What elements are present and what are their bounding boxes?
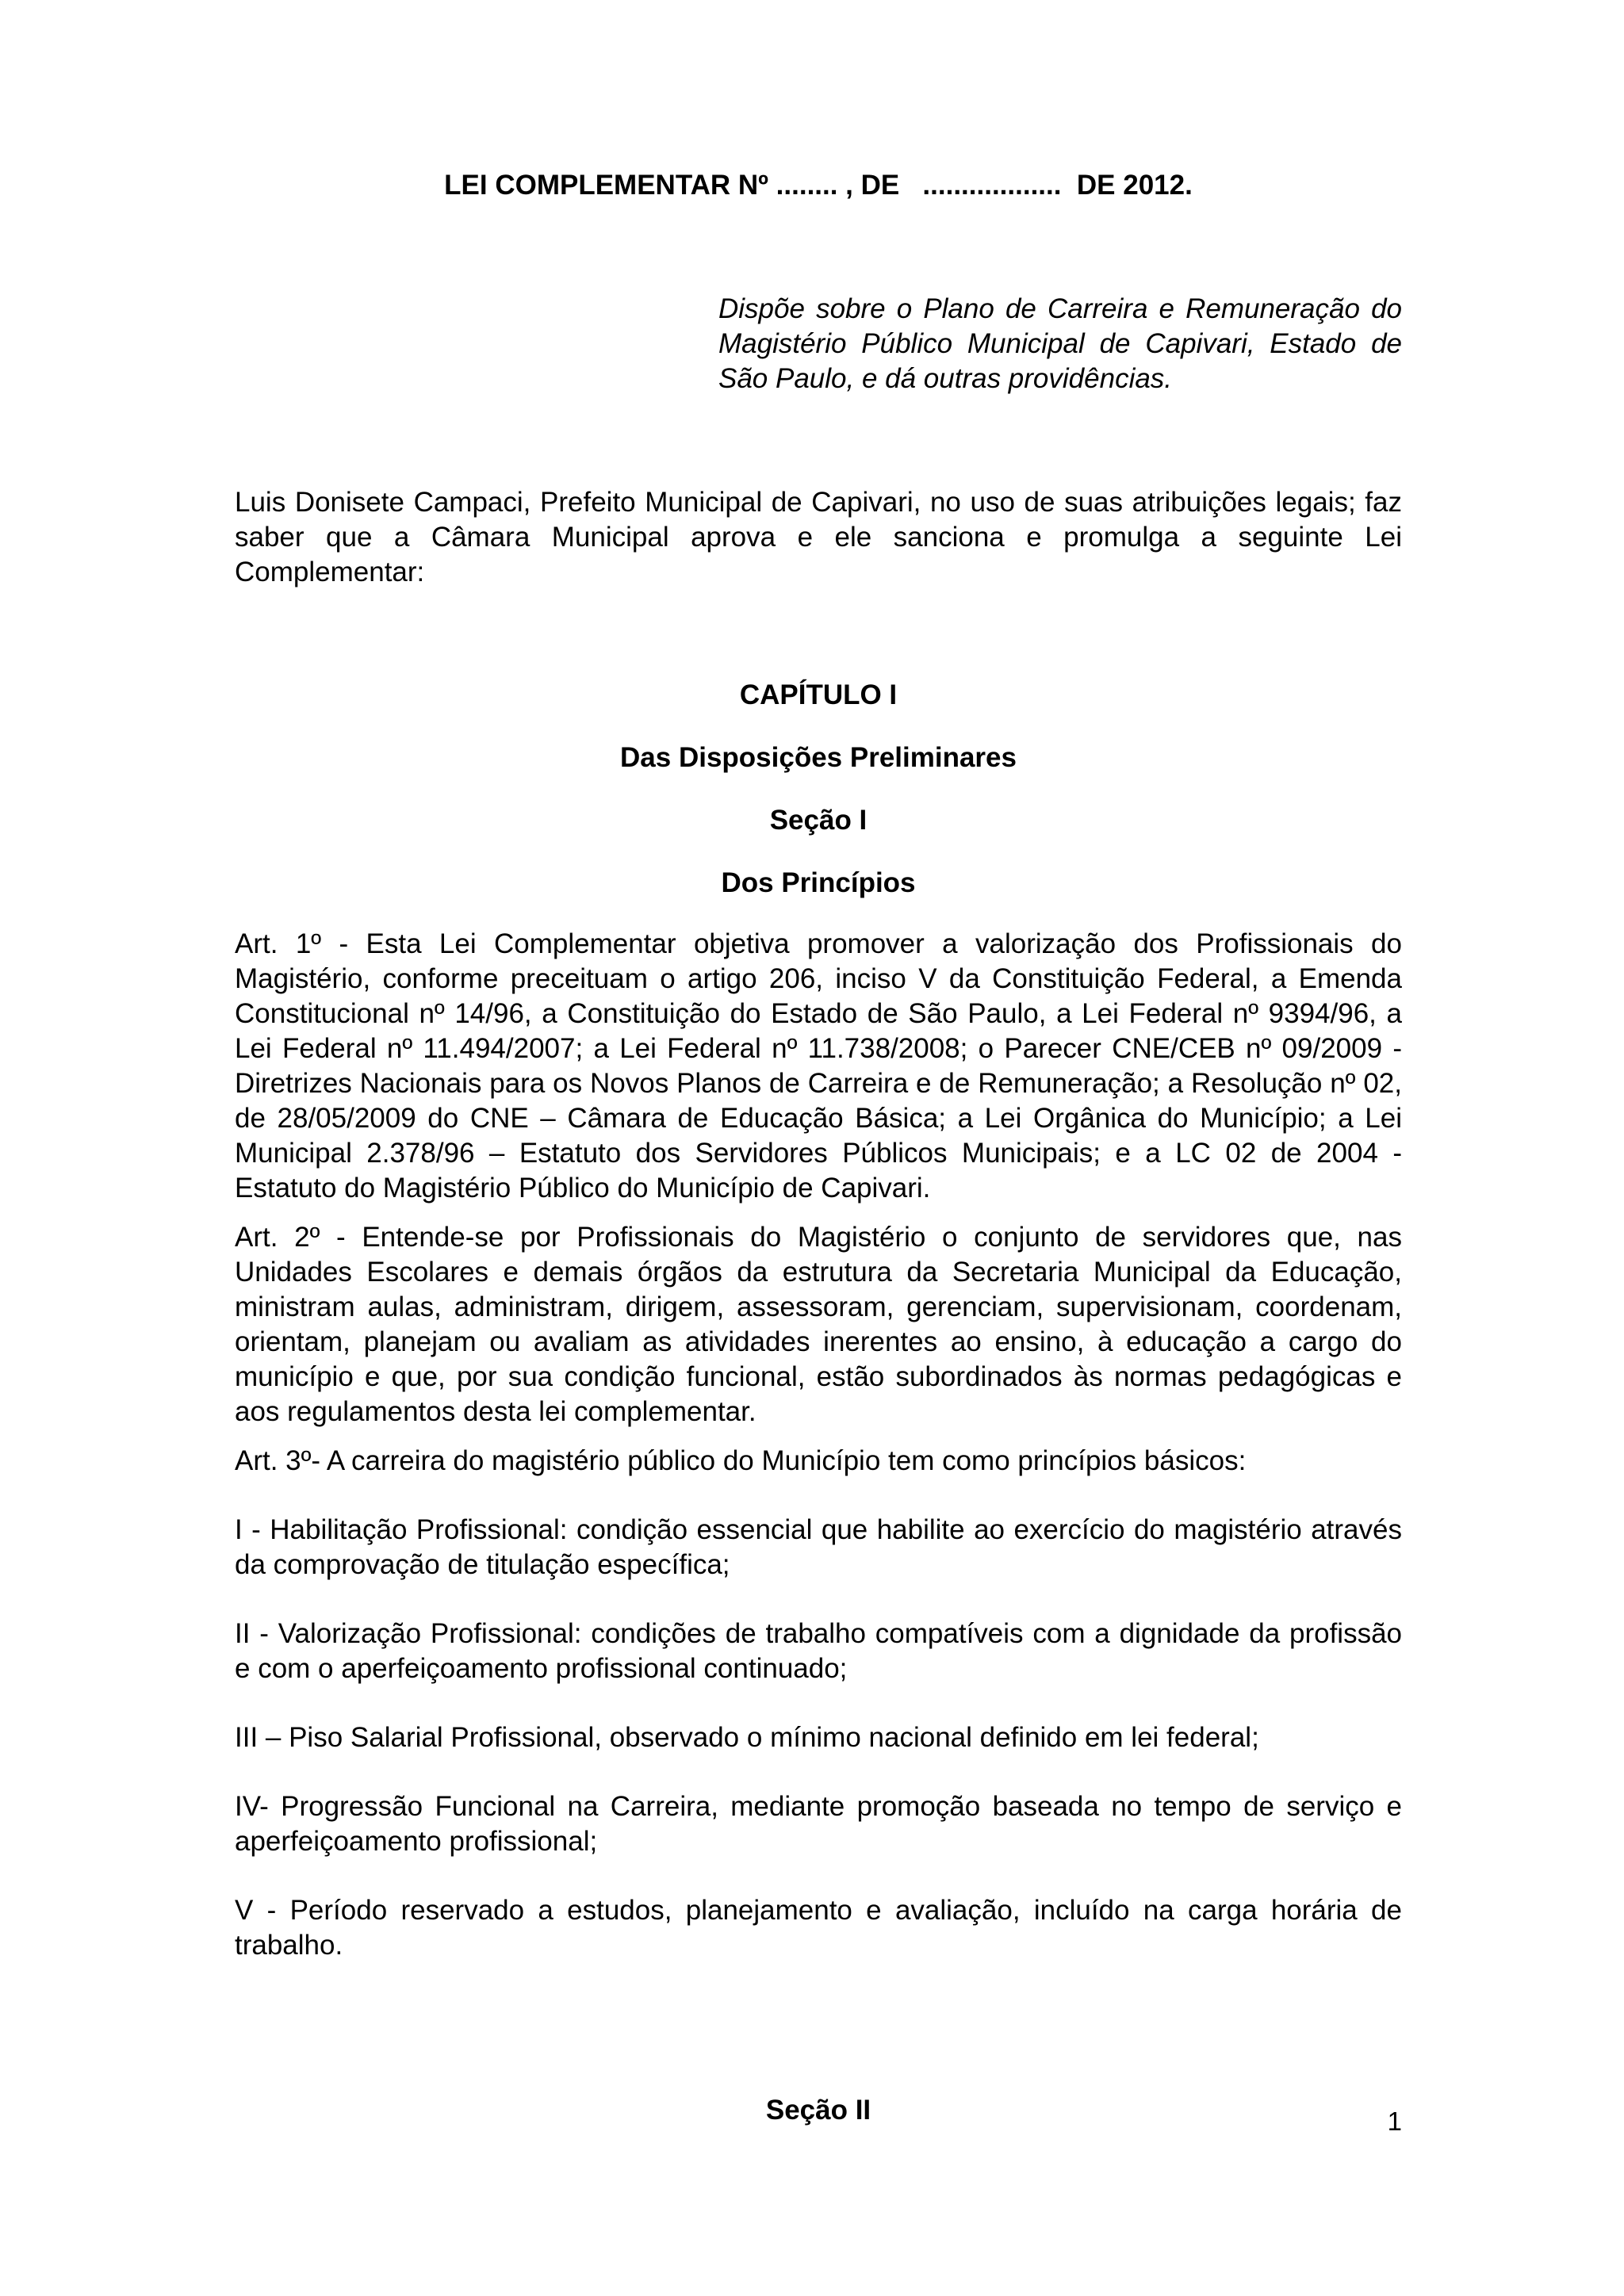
page-number: 1 xyxy=(1387,2107,1402,2136)
chapter-heading: CAPÍTULO I xyxy=(739,679,898,710)
principle-item: II - Valorização Profissional: condições de trabalho compatíveis com a dignidade da profissão e com o aperfeiçoamento profissional continuado; xyxy=(235,1618,1402,1684)
article-1: Art. 1º - Esta Lei Complementar objetiva promover a valorização dos Profissionais do Magistério, conforme preceituam o artigo 206, inciso V da Constituição Federal, a Emenda Constitucional nº 14/96, a Constituição do Estado de São Paulo, a Lei Federal nº 9394/96, a Lei Federal nº 11.494/2007; a Lei Federal nº 11.738/2008; o Parecer CNE/CEB nº 09/2009 - Diretrizes Nacionais para os Novos Planos de Carreira e de Remuneração; a Resolução nº 02, de 28/05/2009 do CNE – Câmara de Educação Básica; a Lei Orgânica do Município; a Lei Municipal 2.378/96 – Estatuto dos Servidores Públicos Municipais; e a LC 02 de 2004 - Estatuto do Magistério Público do Município de Capivari. xyxy=(235,928,1402,1203)
section-heading: Seção I xyxy=(769,805,868,836)
principle-item: III – Piso Salarial Profissional, observado o mínimo nacional definido em lei federal; xyxy=(235,1722,1259,1753)
law-body xyxy=(235,927,1402,1963)
section-heading: Seção II xyxy=(765,2095,871,2126)
preamble-paragraph: Luis Donisete Campaci, Prefeito Municipal de Capivari, no uso de suas atribuições legais; faz saber que a Câmara Municipal aprova e ele sanciona e promulga a seguinte Lei Complementar: xyxy=(235,487,1402,587)
principle-item: IV- Progressão Funcional na Carreira, mediante promoção baseada no tempo de serviço e aperfeiçoamento profissional; xyxy=(235,1791,1402,1857)
section-title: Dos Princípios xyxy=(721,867,916,898)
article-2: Art. 2º - Entende-se por Profissionais do Magistério o conjunto de servidores que, nas Unidades Escolares e demais órgãos da estrutura da Secretaria Municipal da Educação, ministram aulas, administram, dirigem, assessoram, gerenciam, supervisionam, coordenam, orientam, planejam ou avaliam as atividades inerentes ao ensino, à educação a cargo do município e que, por sua condição funcional, estão subordinados às normas pedagógicas e aos regulamentos desta lei complementar. xyxy=(235,1222,1402,1427)
law-title: LEI COMPLEMENTAR Nº ........ , DE .................. DE 2012. xyxy=(444,170,1193,201)
principle-item: I - Habilitação Profissional: condição essencial que habilite ao exercício do magistério através da comprovação de titulação específica; xyxy=(235,1514,1402,1580)
law-summary: Dispõe sobre o Plano de Carreira e Remuneração do Magistério Público Municipal de Capivari, Estado de São Paulo, e dá outras providências. xyxy=(718,293,1402,394)
principle-item: V - Período reservado a estudos, planejamento e avaliação, incluído na carga horária de trabalho. xyxy=(235,1895,1402,1961)
chapter-title: Das Disposições Preliminares xyxy=(620,742,1017,773)
article-3: Art. 3º- A carreira do magistério público do Município tem como princípios básicos: xyxy=(235,1445,1247,1476)
